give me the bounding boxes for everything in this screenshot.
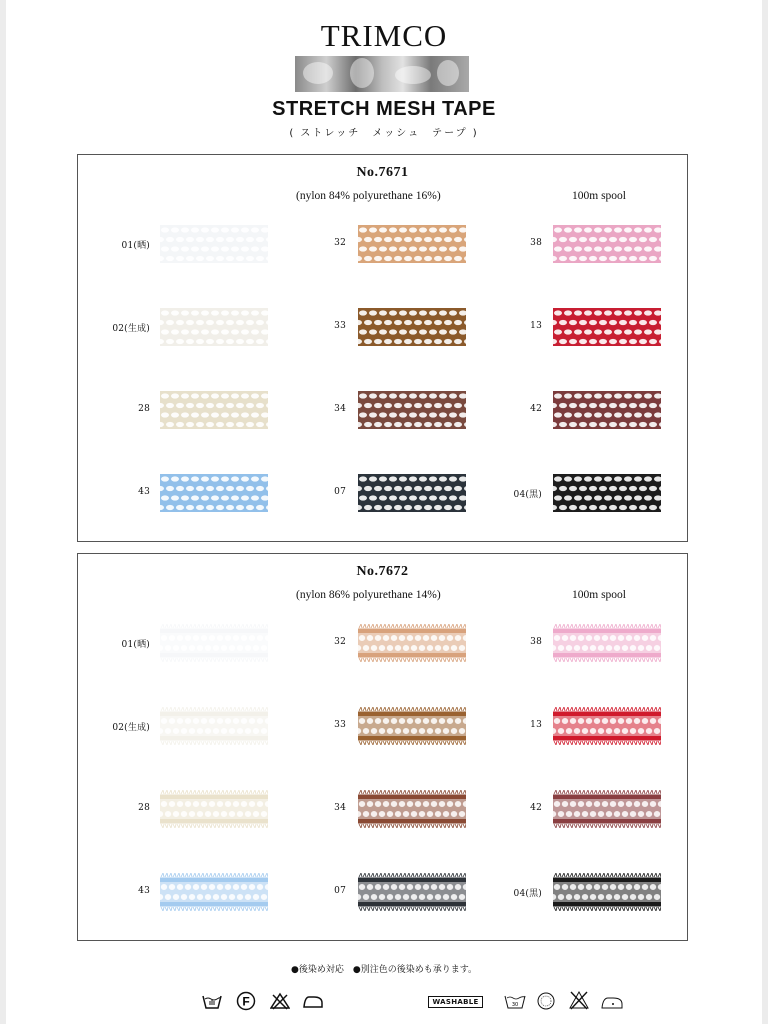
- no-bleach-cross-icon: [568, 990, 590, 1010]
- tape-swatch: [553, 707, 661, 745]
- color-code-label: 13: [530, 720, 542, 730]
- color-code-label: 02(生成): [112, 723, 150, 733]
- no-bleach-icon: [270, 992, 290, 1010]
- svg-text:F: F: [242, 994, 250, 1009]
- color-code-label: 07: [334, 886, 346, 896]
- brand-logo: TRIMCO: [320, 18, 448, 53]
- color-code-label: 01(晒): [121, 640, 150, 650]
- color-code-label: 28: [138, 803, 150, 813]
- tape-swatch: [160, 391, 268, 429]
- color-code-label: 07: [334, 487, 346, 497]
- color-code-label: 38: [530, 637, 542, 647]
- color-code-label: 42: [530, 803, 542, 813]
- footer-notes: ●後染め対応 ●別注色の後染めも承ります。: [291, 965, 477, 975]
- tape-swatch: [553, 474, 661, 512]
- product-panel-7672: [77, 553, 688, 941]
- washable-label: WASHABLE: [428, 996, 483, 1008]
- color-code-label: 04(黒): [513, 889, 542, 899]
- tape-swatch: [358, 474, 466, 512]
- tape-swatch: [358, 391, 466, 429]
- tape-swatch: [553, 225, 661, 263]
- color-code-label: 38: [530, 238, 542, 248]
- machine-wash-30-icon: [504, 993, 526, 1009]
- tape-swatch: [553, 873, 661, 911]
- color-code-label: 32: [334, 238, 346, 248]
- tape-swatch: [160, 225, 268, 263]
- color-code-label: 02(生成): [112, 324, 150, 334]
- tape-swatch: [358, 707, 466, 745]
- color-code-label: 43: [138, 487, 150, 497]
- product-spool: 100m spool: [572, 190, 626, 202]
- tape-swatch: [553, 624, 661, 662]
- product-panel-7671: [77, 154, 688, 542]
- tape-swatch: [160, 308, 268, 346]
- tape-swatch: [358, 624, 466, 662]
- color-code-label: 42: [530, 404, 542, 414]
- page-title: STRETCH MESH TAPE: [272, 98, 496, 120]
- color-code-label: 13: [530, 321, 542, 331]
- color-code-label: 33: [334, 720, 346, 730]
- product-number: No.7671: [356, 165, 409, 180]
- catalog-page: [6, 0, 762, 1024]
- product-composition: (nylon 84% polyurethane 16%): [296, 190, 441, 202]
- color-code-label: 33: [334, 321, 346, 331]
- color-code-label: 43: [138, 886, 150, 896]
- tape-swatch: [358, 790, 466, 828]
- product-number: No.7672: [356, 564, 409, 579]
- color-code-label: 01(晒): [121, 241, 150, 251]
- tape-swatch: [358, 225, 466, 263]
- tape-swatch: [160, 624, 268, 662]
- page-subtitle: ( ストレッチ メッシュ テープ ): [289, 128, 479, 139]
- tape-swatch: [160, 790, 268, 828]
- tape-swatch: [160, 873, 268, 911]
- color-code-label: 34: [334, 803, 346, 813]
- product-composition: (nylon 86% polyurethane 14%): [296, 589, 441, 601]
- product-spool: 100m spool: [572, 589, 626, 601]
- color-code-label: 32: [334, 637, 346, 647]
- color-code-label: 28: [138, 404, 150, 414]
- tape-swatch: [160, 474, 268, 512]
- color-code-label: 34: [334, 404, 346, 414]
- brand-banner-image: [295, 56, 469, 92]
- iron-low-icon: [302, 993, 324, 1009]
- tumble-dry-icon: [536, 991, 556, 1011]
- tape-swatch: [160, 707, 268, 745]
- hand-wash-icon: [202, 992, 222, 1010]
- dry-clean-f-icon: [236, 991, 256, 1011]
- tape-swatch: [358, 308, 466, 346]
- tape-swatch: [553, 308, 661, 346]
- iron-icon: [600, 994, 624, 1010]
- color-code-label: 04(黒): [513, 490, 542, 500]
- tape-swatch: [358, 873, 466, 911]
- svg-text:30: 30: [511, 1002, 519, 1008]
- tape-swatch: [553, 790, 661, 828]
- tape-swatch: [553, 391, 661, 429]
